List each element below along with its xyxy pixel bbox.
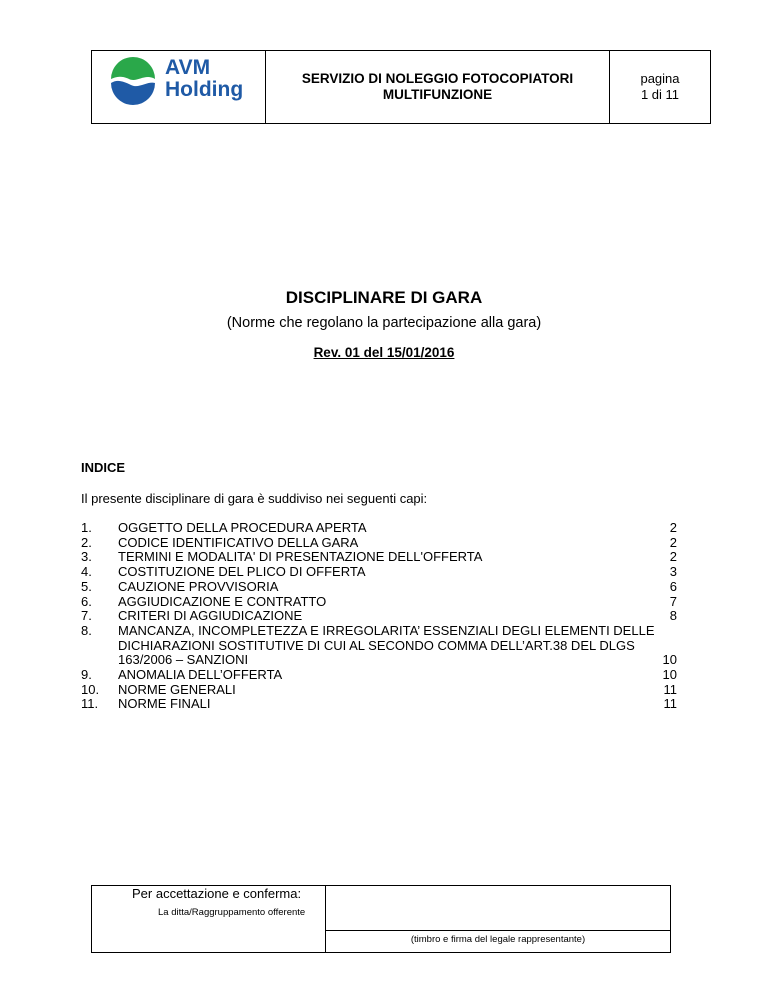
signature-line — [326, 930, 670, 931]
toc-item — [81, 521, 677, 536]
toc-item-page: 2 — [669, 520, 677, 535]
toc-item-number: 11. — [81, 696, 99, 712]
header-title-line1: SERVIZIO DI NOLEGGIO FOTOCOPIATORI — [301, 71, 574, 86]
toc-item-page: 8 — [669, 608, 677, 624]
toc-item — [81, 683, 677, 698]
toc-item — [81, 668, 677, 683]
toc-item-text: AGGIUDICAZIONE E CONTRATTO — [118, 593, 327, 609]
page-header — [91, 50, 711, 124]
toc-item-text: MANCANZA, INCOMPLETEZZA E IRREGOLARITA’ ESSENZIALI DEGLI ELEMENTI DELLE DICHIARAZIONI SOSTITUTIVE DI CUI AL SECONDO COMMA DELL’ART.38 DEL DLGS 163/2006 – SANZIONI — [118, 622, 655, 668]
toc-item — [81, 536, 677, 551]
page-value: 1 di 11 — [640, 87, 680, 102]
toc-item-number: 6. — [81, 593, 92, 609]
toc-item — [81, 609, 677, 624]
avm-logo-icon — [107, 57, 159, 105]
toc-item — [81, 550, 677, 565]
toc-item — [81, 624, 677, 668]
page-label: pagina — [640, 71, 680, 86]
logo-line2: Holding — [165, 78, 244, 101]
signature-field — [326, 886, 670, 952]
toc-item-number: 9. — [81, 667, 92, 683]
index-heading: INDICE — [81, 460, 126, 475]
toc-item-number: 8. — [81, 622, 92, 638]
toc-item-text: NORME GENERALI — [118, 681, 236, 697]
signature-note: (timbro e firma del legale rappresentante) — [410, 934, 586, 945]
toc-item-number: 5. — [81, 578, 92, 594]
toc-item — [81, 580, 677, 595]
toc-item-page: 10 — [662, 652, 677, 668]
toc-item-page: 3 — [669, 564, 677, 580]
toc-item-page: 2 — [669, 534, 677, 550]
toc-item-number: 3. — [81, 549, 92, 565]
document-revision: Rev. 01 del 15/01/2016 — [313, 345, 455, 360]
table-of-contents — [81, 521, 677, 712]
toc-item-text: CAUZIONE PROVVISORIA — [118, 578, 279, 594]
signature-label-cell — [92, 886, 326, 952]
header-title-line2: MULTIFUNZIONE — [382, 87, 493, 102]
toc-item-page: 7 — [669, 593, 677, 609]
signature-sub-label: La ditta/Raggruppamento offerente — [158, 907, 306, 918]
toc-item — [81, 595, 677, 610]
index-intro: Il presente disciplinare di gara è suddiviso nei seguenti capi: — [81, 491, 428, 506]
toc-item-number: 1. — [81, 520, 92, 535]
toc-item-text: ANOMALIA DELL’OFFERTA — [118, 667, 283, 683]
logo-wordmark — [165, 57, 243, 101]
toc-item-page: 11 — [663, 696, 677, 712]
header-title — [266, 51, 610, 123]
page-number-cell — [610, 51, 710, 123]
toc-item-number: 7. — [81, 608, 92, 624]
logo-line1: AVM — [165, 56, 211, 79]
toc-item-page: 6 — [669, 578, 677, 594]
toc-item-text: NORME FINALI — [118, 696, 211, 712]
document-subtitle: (Norme che regolano la partecipazione alla gara) — [226, 315, 542, 331]
toc-item-text: CODICE IDENTIFICATIVO DELLA GARA — [118, 534, 359, 550]
toc-item-text: OGGETTO DELLA PROCEDURA APERTA — [118, 520, 367, 535]
toc-item-text: TERMINI E MODALITA' DI PRESENTAZIONE DELL'OFFERTA — [118, 549, 483, 565]
toc-item-number: 10. — [81, 681, 100, 697]
toc-item-page: 2 — [669, 549, 677, 565]
toc-item-number: 2. — [81, 534, 92, 550]
toc-item-text: COSTITUZIONE DEL PLICO DI OFFERTA — [118, 564, 366, 580]
toc-item — [81, 697, 677, 712]
signature-box — [91, 885, 671, 953]
document-title: DISCIPLINARE DI GARA — [285, 288, 483, 307]
toc-item-number: 4. — [81, 564, 92, 580]
toc-item — [81, 565, 677, 580]
toc-item-text: CRITERI DI AGGIUDICAZIONE — [118, 608, 303, 624]
signature-label: Per accettazione e conferma: — [132, 886, 302, 901]
toc-item-page: 10 — [662, 667, 677, 683]
toc-item-page: 11 — [663, 681, 677, 697]
logo-cell — [92, 51, 266, 123]
